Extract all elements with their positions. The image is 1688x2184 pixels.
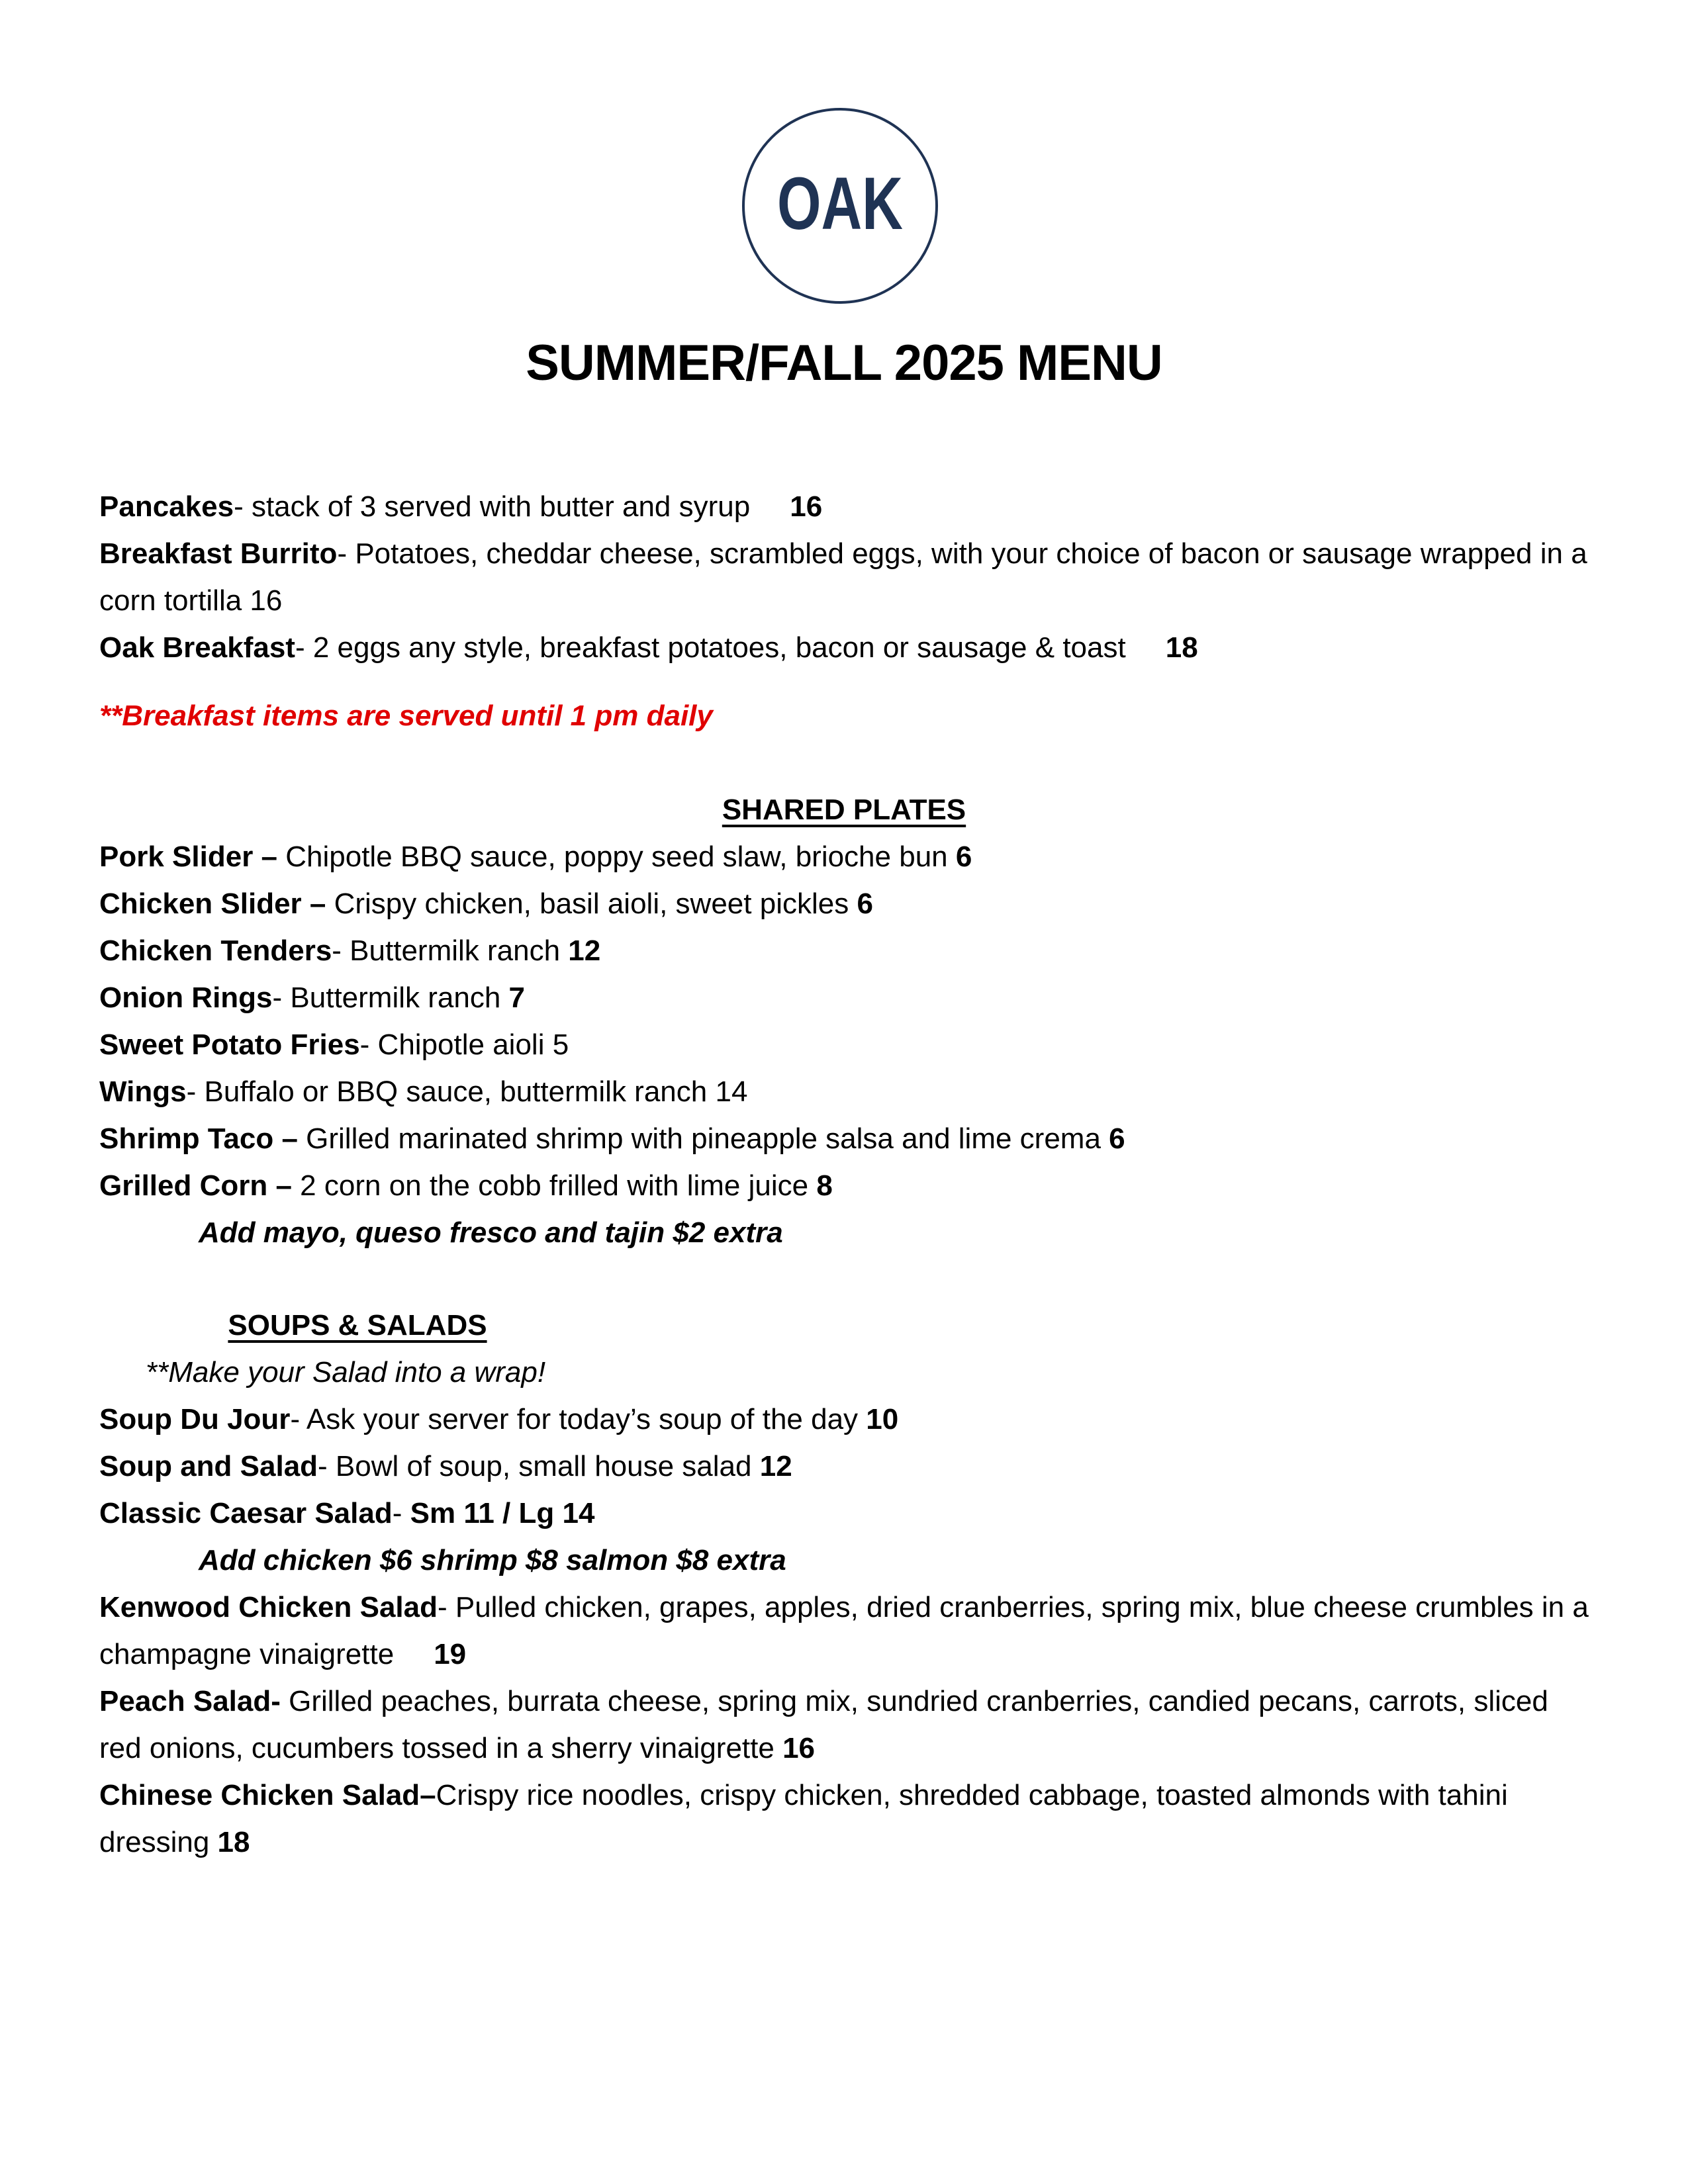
- item-price: 7: [508, 981, 525, 1014]
- item-desc: - Pulled chicken, grapes, apples, dried cranberries, spring mix, blue cheese crumbles in a champagne vinaigrette: [99, 1591, 1589, 1670]
- item-desc: - Buttermilk ranch: [332, 934, 569, 967]
- item-desc: - Ask your server for today’s soup of the day: [290, 1403, 867, 1435]
- menu-item: [99, 1162, 1589, 1209]
- menu-item: [99, 880, 1589, 927]
- item-name: Pancakes: [99, 490, 234, 523]
- item-desc: - Bowl of soup, small house salad: [318, 1450, 760, 1482]
- item-name: Classic Caesar Salad: [99, 1497, 393, 1529]
- item-desc: Crispy chicken, basil aioli, sweet pickles: [326, 887, 857, 920]
- item-name: Soup and Salad: [99, 1450, 318, 1482]
- item-desc: Grilled marinated shrimp with pineapple salsa and lime crema: [297, 1122, 1109, 1155]
- menu-item: [99, 1678, 1589, 1772]
- item-desc: Crispy rice noodles, crispy chicken, shredded cabbage, toasted almonds with tahini dressing: [99, 1779, 1508, 1858]
- item-price: 10: [866, 1403, 899, 1435]
- menu-item: [99, 1115, 1589, 1162]
- item-price: Sm 11 / Lg 14: [410, 1497, 595, 1529]
- item-price: 12: [759, 1450, 792, 1482]
- logo-text: OAK: [777, 162, 903, 245]
- item-price: 6: [1109, 1122, 1125, 1155]
- item-desc: - Buttermilk ranch: [272, 981, 509, 1014]
- menu-item: [99, 833, 1589, 880]
- menu-item: [99, 1443, 1589, 1490]
- item-price: 18: [1165, 631, 1198, 664]
- menu-item-breakfast-burrito: [99, 530, 1589, 624]
- item-desc: Potatoes, cheddar cheese, scrambled eggs, with your choice of bacon or sausage wrapped in a corn tortilla 16: [99, 537, 1587, 617]
- menu-item: [99, 927, 1589, 974]
- menu-item: [99, 974, 1589, 1021]
- section-heading-shared-plates: SHARED PLATES: [722, 794, 966, 826]
- item-desc: -: [392, 1497, 410, 1529]
- item-name: Chinese Chicken Salad–: [99, 1779, 436, 1811]
- item-name: Sweet Potato Fries: [99, 1028, 360, 1061]
- menu-item: [99, 1021, 1589, 1068]
- item-price: 19: [434, 1638, 467, 1670]
- item-name: Kenwood Chicken Salad: [99, 1591, 438, 1623]
- menu-item: [99, 1584, 1589, 1678]
- menu-title: SUMMER/FALL 2025 MENU: [526, 335, 1162, 391]
- breakfast-section: [99, 483, 1589, 739]
- item-name: Breakfast Burrito: [99, 537, 338, 570]
- menu-item: [99, 1068, 1589, 1115]
- item-sep: -: [337, 537, 348, 570]
- caesar-addon: Add chicken $6 shrimp $8 salmon $8 extra: [199, 1544, 786, 1576]
- item-name: Grilled Corn –: [99, 1169, 292, 1202]
- menu-item-pancakes: [99, 483, 1589, 530]
- breakfast-hours-note: **Breakfast items are served until 1 pm daily: [99, 700, 713, 732]
- item-desc: 2 eggs any style, breakfast potatoes, bacon or sausage & toast: [305, 631, 1126, 664]
- oak-logo: [740, 106, 940, 306]
- item-name: Peach Salad-: [99, 1685, 281, 1717]
- item-price: 6: [857, 887, 873, 920]
- shared-plates-section: [99, 786, 1589, 1256]
- item-desc: 2 corn on the cobb frilled with lime juice: [291, 1169, 817, 1202]
- item-price: 16: [790, 490, 823, 523]
- item-name: Chicken Tenders: [99, 934, 332, 967]
- item-price: 16: [782, 1732, 816, 1764]
- item-name: Oak Breakfast: [99, 631, 295, 664]
- menu-item-oak-breakfast: [99, 624, 1589, 671]
- item-sep: -: [295, 631, 305, 664]
- item-price: 12: [568, 934, 601, 967]
- item-price: 8: [816, 1169, 833, 1202]
- item-name: Shrimp Taco –: [99, 1122, 298, 1155]
- item-sep: -: [234, 490, 244, 523]
- item-desc: stack of 3 served with butter and syrup: [243, 490, 751, 523]
- menu-item: [99, 1396, 1589, 1443]
- item-price: 18: [217, 1826, 250, 1858]
- menu-item: [99, 1490, 1589, 1537]
- item-desc: Chipotle BBQ sauce, poppy seed slaw, brioche bun: [277, 841, 956, 873]
- item-price: 6: [955, 841, 972, 873]
- item-name: Wings: [99, 1075, 187, 1108]
- item-desc: - Buffalo or BBQ sauce, buttermilk ranch 14: [186, 1075, 748, 1108]
- menu-item: [99, 1772, 1589, 1866]
- item-desc: - Chipotle aioli 5: [359, 1028, 569, 1061]
- section-heading-soups-salads: SOUPS & SALADS: [228, 1309, 487, 1342]
- grilled-corn-addon: Add mayo, queso fresco and tajin $2 extra: [199, 1216, 783, 1249]
- item-name: Chicken Slider –: [99, 887, 326, 920]
- item-name: Soup Du Jour: [99, 1403, 291, 1435]
- soups-salads-section: [99, 1302, 1589, 1866]
- item-name: Onion Rings: [99, 981, 273, 1014]
- wrap-note: **Make your Salad into a wrap!: [146, 1356, 546, 1388]
- item-name: Pork Slider –: [99, 841, 278, 873]
- item-desc: Grilled peaches, burrata cheese, spring mix, sundried cranberries, candied pecans, carrots, sliced red onions, cucumbers tossed in a sherry vinaigrette: [99, 1685, 1548, 1764]
